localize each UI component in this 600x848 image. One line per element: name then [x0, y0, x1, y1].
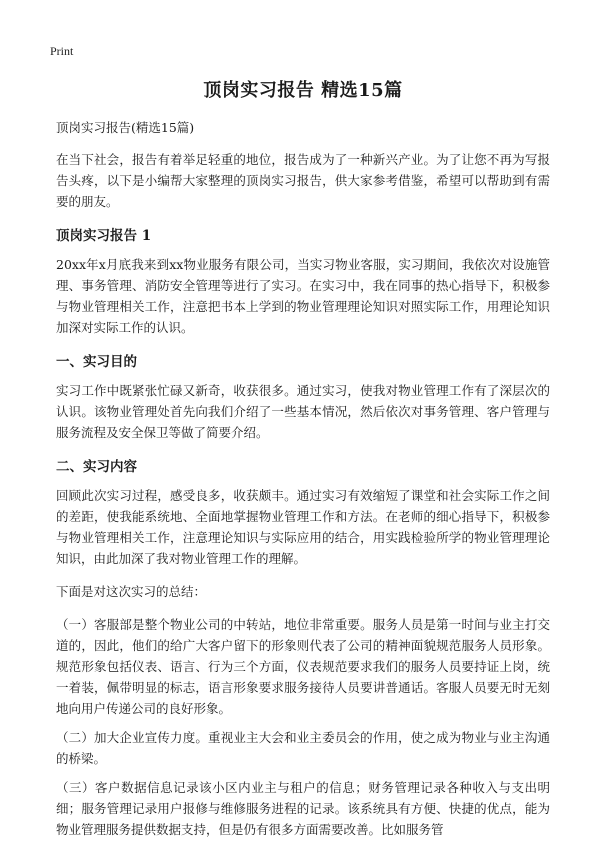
summary-item: （二）加大企业宣传力度。重视业主大会和业主委员会的作用，使之成为物业与业主沟通的桥梁。	[56, 730, 550, 766]
section-content-paragraph: 回顾此次实习过程，感受良多，收获颇丰。通过实习有效缩短了课堂和社会实际工作之间的差距，使我能系统地、全面地掌握物业管理工作和方法。在老师的细心指导下，积极参与物业管理相关工作，注意理论知识与实际应用的结合，用实践检验所学的物业管理理论知识，由此加深了我对物业管理工作的理解。	[56, 488, 550, 566]
summary-item: （一）客服部是整个物业公司的中转站，地位非常重要。服务人员是第一时间与业主打交道的，因此，他们的给广大客户留下的形象则代表了公司的精神面貌规范服务人员形象。规范形象包括仪表、语言、行为三个方面，仪表规范要求我们的服务人员要持证上岗，统一着装，佩带明显的标志，语言形象要求服务接待人员要讲普通话。客服人员要无时无刻地向用户传递公司的良好形象。	[56, 617, 550, 716]
document-subtitle: 顶岗实习报告(精选15篇)	[56, 120, 195, 135]
section-content-heading: 二、实习内容	[56, 459, 137, 475]
summary-item: （三）客户数据信息记录该小区内业主与租户的信息；财务管理记录各种收入与支出明细；服务管理记录用户报修与维修服务进程的记录。该系统具有方便、快捷的优点，能为物业管理服务提供数据支持，但是仍有很多方面需要改善。比如服务管	[56, 780, 550, 837]
intro-paragraph: 在当下社会，报告有着举足轻重的地位，报告成为了一种新兴产业。为了让您不再为写报告头疼，以下是小编帮大家整理的顶岗实习报告，供大家参考借鉴，希望可以帮助到有需要的朋友。	[56, 152, 550, 209]
document-title: 顶岗实习报告 精选15篇	[203, 80, 403, 101]
report-1-heading: 顶岗实习报告 1	[56, 228, 152, 244]
section-purpose-heading: 一、实习目的	[56, 354, 137, 370]
section-purpose-paragraph: 实习工作中既紧张忙碌又新奇，收获很多。通过实习，使我对物业管理工作有了深层次的认识。该物业管理处首先向我们介绍了一些基本情况，然后依次对事务管理、客户管理与服务流程及安全保卫等做了简要介绍。	[56, 383, 550, 440]
summary-lead: 下面是对这次实习的总结：	[56, 584, 207, 599]
report-1-paragraph: 20xx年x月底我来到xx物业服务有限公司，当实习物业客服，实习期间，我依次对设施管理、事务管理、消防安全管理等进行了实习。在实习中，我在同事的热心指导下，积极参与物业管理相关工作，注意把书本上学到的物业管理理论知识对照实际工作，用理论知识加深对实际工作的认识。	[56, 257, 550, 335]
print-label: Print	[50, 44, 74, 58]
document-body	[56, 76, 550, 848]
